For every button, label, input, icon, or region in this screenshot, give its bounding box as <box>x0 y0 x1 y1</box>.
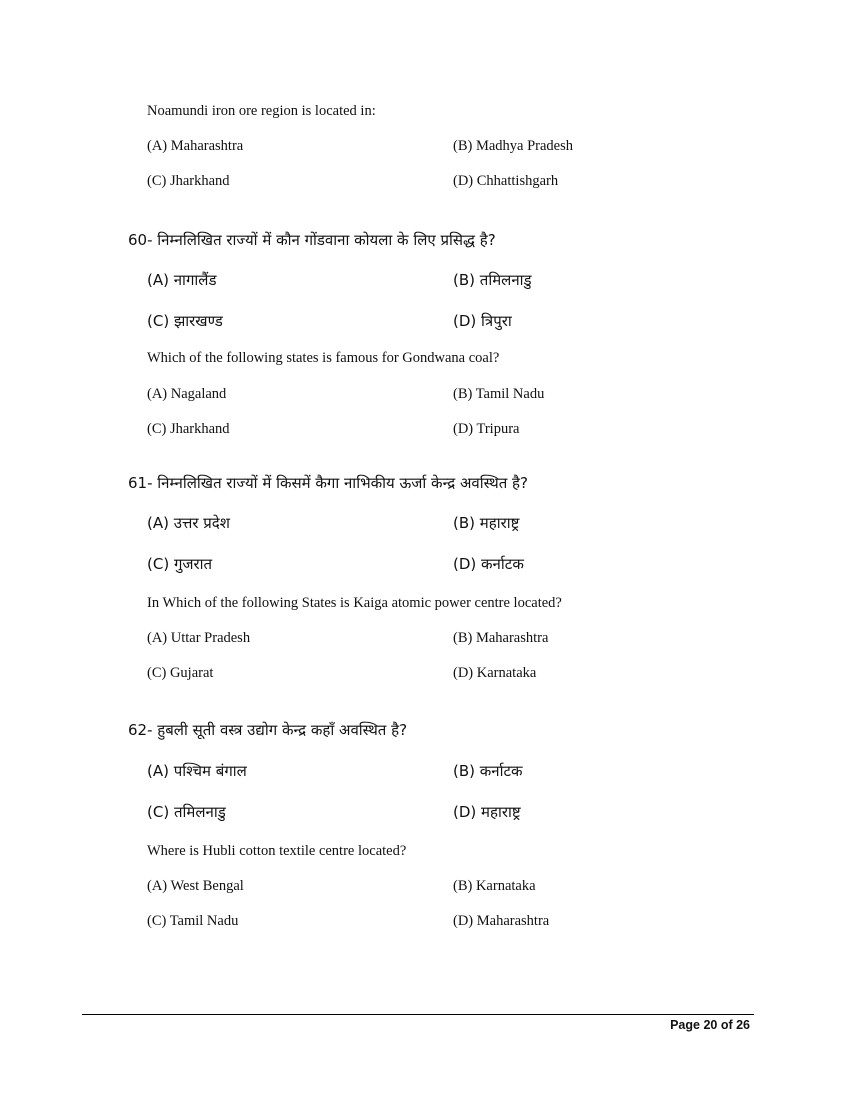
q62-hi-option-c: (C) तमिलनाडु <box>147 803 226 821</box>
q61-en-option-b: (B) Maharashtra <box>453 630 549 646</box>
q62-hi-option-a: (A) पश्चिम बंगाल <box>147 762 247 780</box>
q60-hi-question: 60- निम्नलिखित राज्यों में कौन गोंडवाना कोयला के लिए प्रसिद्ध है? <box>128 231 496 249</box>
q60-en-option-d: (D) Tripura <box>453 421 520 437</box>
q59-en-option-d: (D) Chhattishgarh <box>453 173 559 189</box>
q60-en-option-c: (C) Jharkhand <box>147 421 230 437</box>
q61-en-option-d: (D) Karnataka <box>453 665 537 681</box>
q61-hi-question: 61- निम्नलिखित राज्यों में किसमें कैगा नाभिकीय ऊर्जा केन्द्र अवस्थित है? <box>128 474 528 492</box>
q62-en-question: Where is Hubli cotton textile centre located? <box>147 843 407 859</box>
q61-en-option-a: (A) Uttar Pradesh <box>147 630 251 646</box>
q61-hi-option-d: (D) कर्नाटक <box>453 555 524 573</box>
q60-hi-option-b: (B) तमिलनाडु <box>453 271 532 289</box>
q60-hi-option-d: (D) त्रिपुरा <box>453 312 512 330</box>
q60-hi-option-c: (C) झारखण्ड <box>147 312 223 330</box>
q59-en-option-a: (A) Maharashtra <box>147 138 244 154</box>
q62-en-option-b: (B) Karnataka <box>453 878 536 894</box>
q60-en-option-b: (B) Tamil Nadu <box>453 386 545 402</box>
q60-en-question: Which of the following states is famous for Gondwana coal? <box>147 350 500 366</box>
q61-hi-option-a: (A) उत्तर प्रदेश <box>147 514 230 532</box>
q59-en-question: Noamundi iron ore region is located in: <box>147 103 376 119</box>
q61-en-option-c: (C) Gujarat <box>147 665 214 681</box>
q62-hi-option-b: (B) कर्नाटक <box>453 762 523 780</box>
q59-en-option-b: (B) Madhya Pradesh <box>453 138 574 154</box>
q61-hi-option-c: (C) गुजरात <box>147 555 213 573</box>
q61-en-question: In Which of the following States is Kaiga atomic power centre located? <box>147 595 562 611</box>
page-number: Page 20 of 26 <box>670 1018 750 1032</box>
q60-en-option-a: (A) Nagaland <box>147 386 227 402</box>
q60-hi-option-a: (A) नागालैंड <box>147 271 217 289</box>
q61-hi-option-b: (B) महाराष्ट्र <box>453 514 520 532</box>
q62-en-option-c: (C) Tamil Nadu <box>147 913 239 929</box>
q62-en-option-d: (D) Maharashtra <box>453 913 550 929</box>
q62-hi-option-d: (D) महाराष्ट्र <box>453 803 521 821</box>
q62-en-option-a: (A) West Bengal <box>147 878 244 894</box>
q59-en-option-c: (C) Jharkhand <box>147 173 230 189</box>
q62-hi-question: 62- हुबली सूती वस्त्र उद्योग केन्द्र कहाँ अवस्थित है? <box>128 721 408 739</box>
footer-divider <box>82 1014 754 1015</box>
